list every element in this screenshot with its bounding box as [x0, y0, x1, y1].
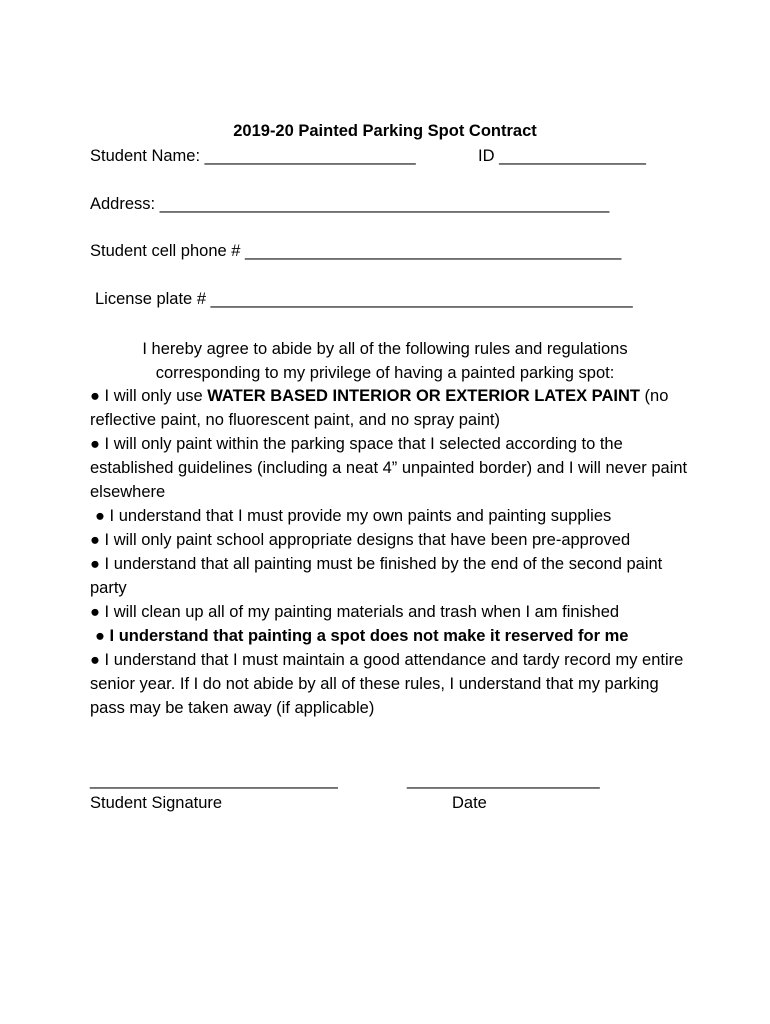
cell-phone-field[interactable]: Student cell phone # _________________________________________ [90, 242, 622, 260]
rule-item [90, 384, 690, 432]
agreement-intro: I hereby agree to abide by all of the following rules and regulations corresponding to my privilege of having a painted parking spot: [142, 340, 628, 382]
rule-text-after: (no reflective paint, no fluorescent paint, and no spray paint) [90, 387, 669, 429]
rule-item [90, 552, 690, 600]
rule-item [90, 600, 690, 624]
rule-item [90, 504, 690, 528]
rule-item [90, 648, 690, 720]
rule-bold-text: WATER BASED INTERIOR OR EXTERIOR LATEX PAINT [207, 387, 640, 405]
student-id-field[interactable]: ID ________________ [478, 147, 646, 165]
rule-text: ● I understand that I must provide my own paints and painting supplies [95, 507, 612, 525]
student-name-field[interactable]: Student Name: _______________________ [90, 147, 416, 165]
rule-item [90, 432, 690, 504]
rule-text: ● I understand that I must maintain a good attendance and tardy record my entire senior year. If I do not abide by all of these rules, I understand that my parking pass may be taken away (if applicable) [90, 651, 684, 717]
rule-text: ● I will only paint within the parking space that I selected according to the established guidelines (including a neat 4” unpainted border) and I will never paint elsewhere [90, 435, 688, 501]
rule-text: ● I will only paint school appropriate designs that have been pre-approved [90, 531, 631, 549]
rule-item [90, 624, 690, 648]
date-label: Date [452, 794, 487, 812]
rule-bold-text: ● I understand that painting a spot does not make it reserved for me [95, 627, 629, 645]
signature-label: Student Signature [90, 794, 223, 812]
rules-list [90, 384, 690, 720]
rule-item [90, 528, 690, 552]
date-line[interactable]: _____________________ [407, 771, 600, 789]
signature-line[interactable]: ___________________________ [90, 771, 338, 789]
address-field[interactable]: Address: _________________________________________________ [90, 195, 610, 213]
document-title: 2019-20 Painted Parking Spot Contract [233, 122, 537, 140]
rule-text: ● I understand that all painting must be finished by the end of the second paint party [90, 555, 663, 597]
rule-text: ● I will clean up all of my painting materials and trash when I am finished [90, 603, 620, 621]
rule-text: ● I will only use [90, 387, 208, 405]
license-plate-field[interactable]: License plate # ______________________________________________ [95, 290, 633, 308]
